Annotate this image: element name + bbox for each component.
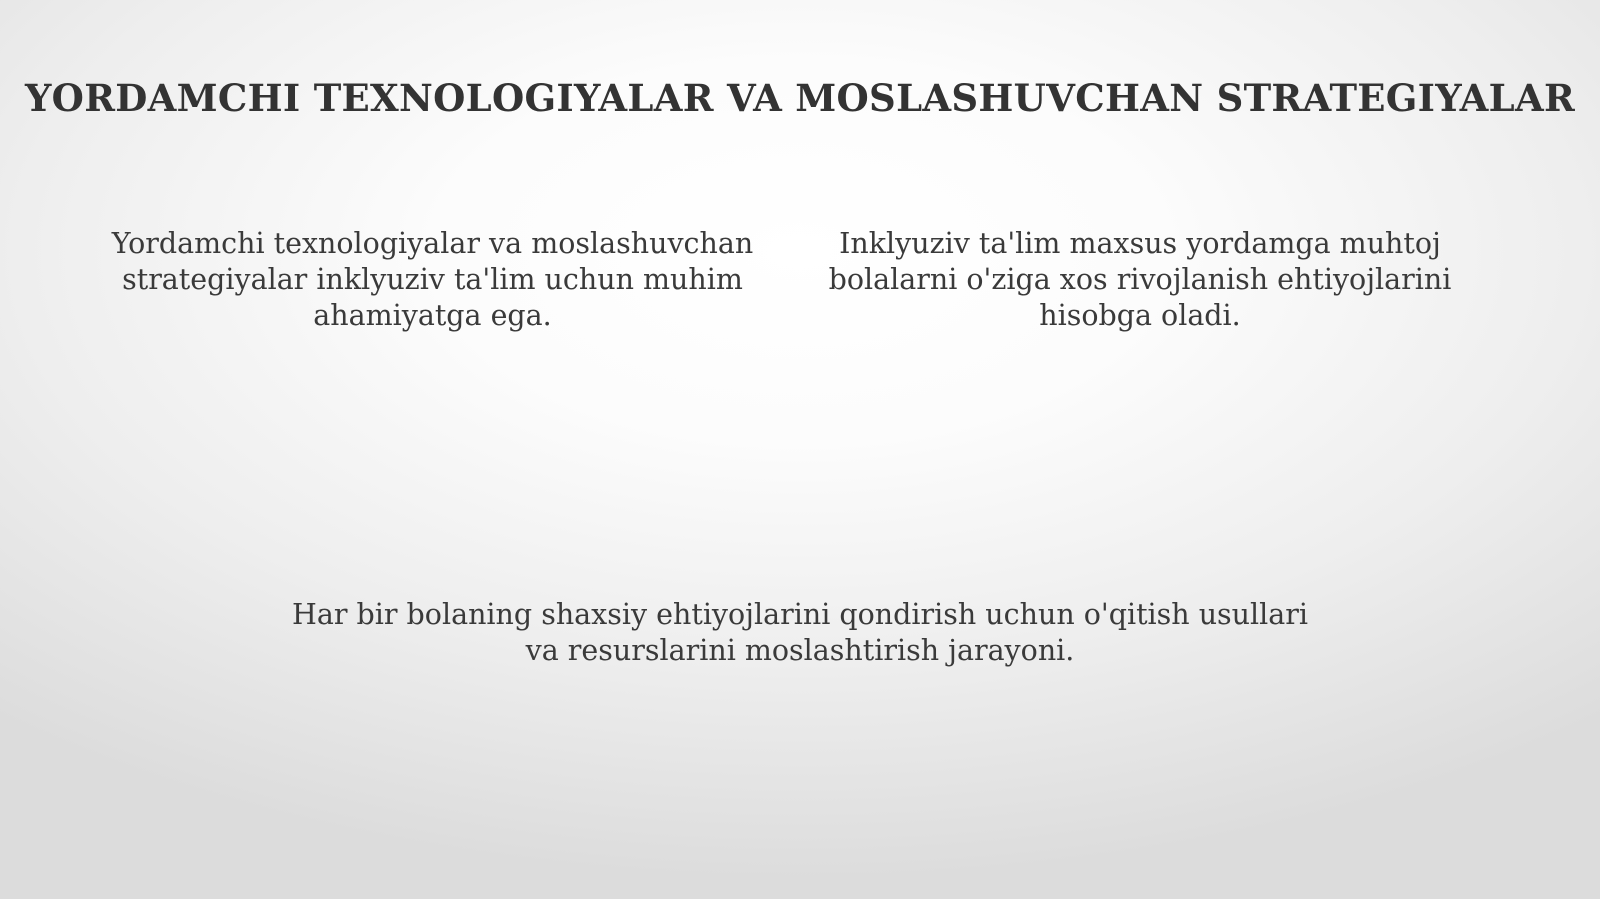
left-text-line-3: ahamiyatga ega. — [313, 299, 552, 332]
left-text-line-1: Yordamchi texnologiyalar va moslashuvchan — [111, 227, 754, 260]
right-text-line-2: bolalarni o'ziga xos rivojlanish ehtiyojlarini — [828, 263, 1452, 296]
right-text-line-3: hisobga oladi. — [1039, 299, 1241, 332]
left-text-block — [100, 226, 765, 334]
right-text-line-1: Inklyuziv ta'lim maxsus yordamga muhtoj — [839, 227, 1441, 260]
left-text-line-2: strategiyalar inklyuziv ta'lim uchun muhim — [122, 263, 743, 296]
right-text-block — [810, 226, 1470, 334]
slide-title: YORDAMCHI TEXNOLOGIYALAR VA MOSLASHUVCHAN STRATEGIYALAR — [24, 76, 1576, 120]
bottom-text-line-2: va resurslarini moslashtirish jarayoni. — [525, 634, 1075, 667]
bottom-text-block — [270, 597, 1330, 669]
bottom-text-line-1: Har bir bolaning shaxsiy ehtiyojlarini qondirish uchun o'qitish usullari — [291, 598, 1308, 631]
